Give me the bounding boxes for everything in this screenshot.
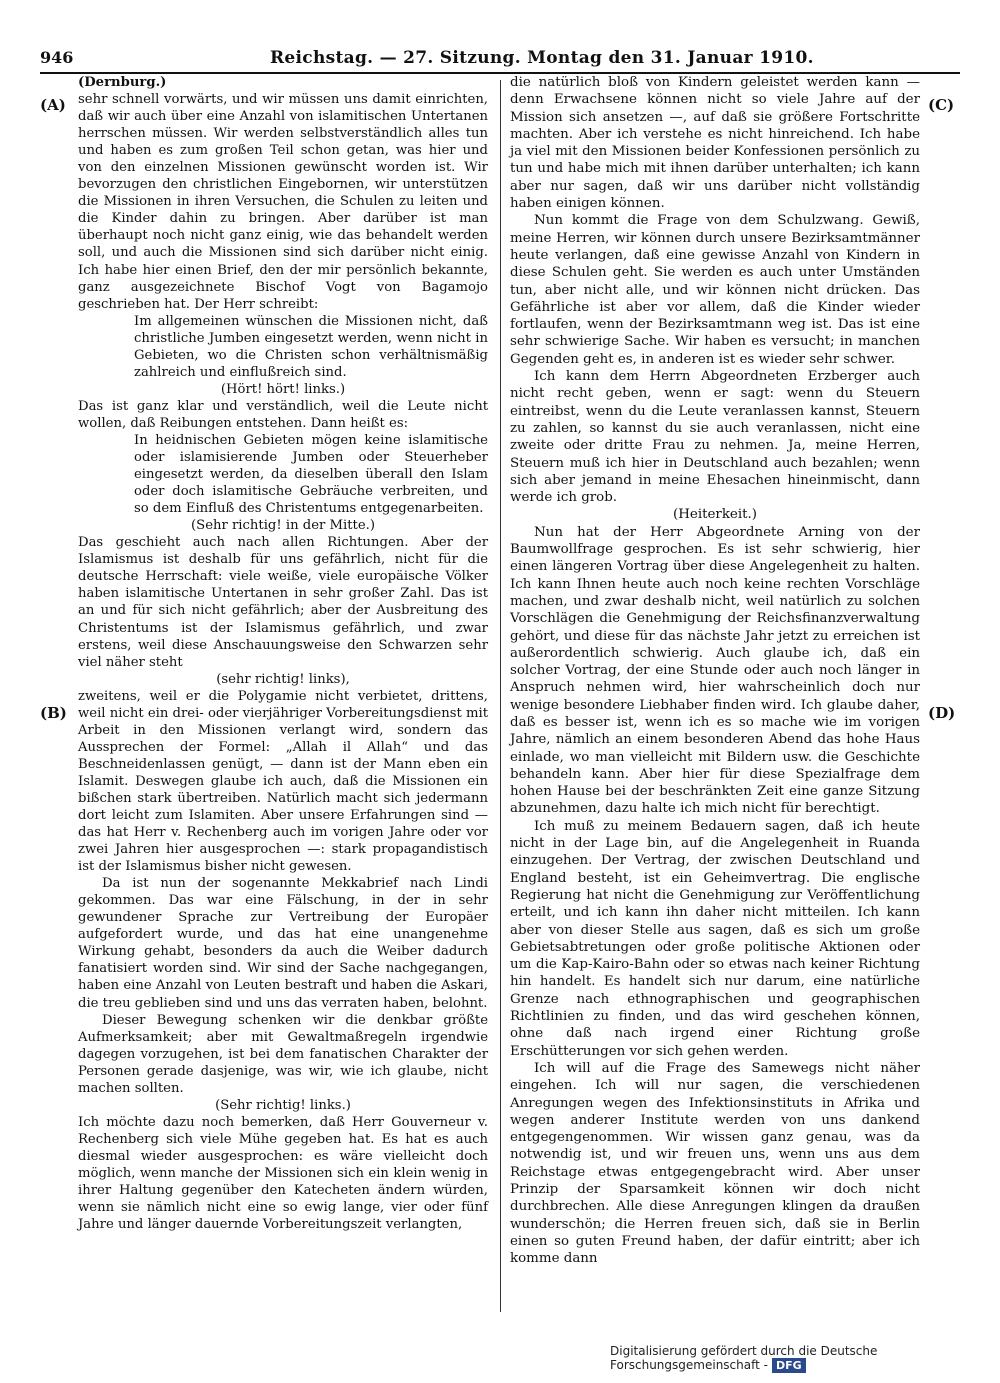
right-column [510,74,920,1267]
quotation: In heidnischen Gebieten mögen keine islamitische oder islamisierende Jumben oder Steuerheber eingesetzt werden, da dieselben überall den Islam oder doch islamitische Gebräuche verbreiten, und so dem Einfluß des Christentums entgegenarbeiten. [134,432,488,517]
paragraph: Dieser Bewegung schenken wir die denkbar größte Aufmerksamkeit; aber mit Gewaltmaßregeln irgendwie dagegen vorzugehen, ist bei dem fanatischen Charakter der Personen gerade dasjenige, was wir, wie ich glaube, nicht machen sollten. [78,1012,488,1096]
dfg-logo: DFG [772,1358,806,1373]
page-header [40,48,960,74]
column-divider [500,80,501,1312]
paragraph: Das ist ganz klar und verständlich, weil die Leute nicht wollen, daß Reibungen entstehen. Dann heißt es: [78,398,488,431]
running-title: Reichstag. — 27. Sitzung. Montag den 31. Januar 1910. [270,48,814,68]
margin-marker-b: (B) [40,704,67,722]
paragraph: die natürlich bloß von Kindern geleistet werden kann — denn Erwachsene können nicht so viele Jahre auf der Mission sich ansetzen —, auf daß sie größere Fortschritte machten. Aber ich verstehe es nicht hinreichend. Ich habe ja viel mit den Missionen beider Konfessionen persönlich zu tun und habe mich mit ihnen darüber unterhalten; ich kann aber nur sagen, daß wir uns darüber nicht vollständig haben einigen können. [510,75,920,212]
paragraph: Da ist nun der sogenannte Mekkabrief nach Lindi gekommen. Das war eine Fälschung, in der in sehr gewundener Sprache zur Vertreibung der Europäer aufgefordert wurde, und das hat eine unangenehme Wirkung gehabt, besonders da auch die Weiber dadurch fanatisiert worden sind. Wir sind der Sache nachgegangen, haben eine Anzahl von Leuten bestraft und haben die Askari, die treu geblieben sind und uns das verraten haben, belohnt. [78,876,488,1011]
footer-text: Digitalisierung gefördert durch die Deutsche Forschungsgemeinschaft - [610,1344,878,1372]
interjection: (Sehr richtig! in der Mitte.) [191,518,375,534]
paragraph: zweitens, weil er die Polygamie nicht verbietet, drittens, weil nicht ein drei- oder vierjähriger Vorbereitungsdienst mit Arbeit in den Missionen verlangt wird, sondern das Aussprechen der Formel: „Allah il Allah“ und das Beschneidenlassen genügt, — dann ist der Mann eben ein Islamit. Deswegen glaube ich auch, daß die Missionen ein bißchen stark übertreiben. Natürlich macht sich jedermann dort leicht zum Islamiten. Aber unsere Erfahrungen sind — das hat Herr v. Rechenberg auch im vorigen Jahre oder vor zwei Jahren hier ausgesprochen —: stark propagandistisch ist der Islamismus bisher nicht gewesen. [78,688,488,875]
paragraph: Ich will auf die Frage des Samewegs nicht näher eingehen. Ich will nur sagen, die verschiedenen Anregungen wegen des Infektionsinstituts in Afrika und wegen anderer Institute werden von uns dankend entgegengenommen. Wir wissen ganz genau, was da notwendig ist, und wir freuen uns, wenn uns aus dem Reichstage etwas entgegengebracht wird. Aber unser Prinzip der Sparsamkeit können wir doch nicht durchbrechen. Alle diese Anregungen klingen da draußen wunderschön; die Herren freuen sich, daß sie in Berlin einen so guten Freund haben, der dafür eintritt; aber ich komme dann [510,1060,920,1267]
left-column [78,74,488,1233]
paragraph: Das geschieht auch nach allen Richtungen. Aber der Islamismus ist deshalb für uns gefährlich, nicht für die deutsche Herrschaft: viele weiße, viele europäische Völker haben islamitische Untertanen in sehr großer Zahl. Das ist an und für sich nicht gefährlich; aber der Ausbreitung des Christentums ist der Islamismus gefährlich, und zwar erstens, weil diese Anschauungsweise den Schwarzen sehr viel näher steht [78,535,488,670]
margin-marker-c: (C) [928,96,955,114]
paragraph: Nun hat der Herr Abgeordnete Arning von der Baumwollfrage gesprochen. Es ist sehr schwierig, hier einen längeren Vortrag über diese Angelegenheit zu halten. Ich kann Ihnen heute auch noch keine rechten Vorschläge machen, und zwar deshalb nicht, weil natürlich zu solchen Vorschlägen die Genehmigung der Reichsfinanzverwaltung gehört, und diese für das nächste Jahr jetzt zu erreichen ist außerordentlich schwierig. Auch glaube ich, daß ein solcher Vortrag, der eine Stunde oder auch noch länger in Anspruch nehmen wird, hier wahrscheinlich doch nur wenige besondere Liebhaber finden wird. Ich glaube daher, daß es besser ist, wenn ich es so mache wie im vorigen Jahre, nämlich an einem besonderen Abend das hohe Haus einlade, wo man vielleicht mit Bildern usw. die Geschichte behandeln kann. Aber hier für diese Spezialfrage dem hohen Hause bei der beschränkten Zeit eine ganze Sitzung abzunehmen, dazu halte ich mich nicht für berechtigt. [510,524,920,817]
speaker-label: (Dernburg.) [78,75,167,90]
margin-marker-a: (A) [40,96,66,114]
quotation: Im allgemeinen wünschen die Missionen nicht, daß christliche Jumben eingesetzt werden, wenn nicht in Gebieten, wo die Christen schon verhältnismäßig zahlreich und einflußreich sind. [134,313,488,380]
digitization-footer [610,1344,1000,1373]
interjection: (Hört! hört! links.) [220,381,346,397]
margin-marker-d: (D) [928,704,956,722]
interjection: (sehr richtig! links), [216,671,350,687]
paragraph: Ich möchte dazu noch bemerken, daß Herr Gouverneur v. Rechenberg sich viele Mühe gegeben hat. Es hat es auch diesmal wieder ausgesprochen: es wäre vielleicht doch möglich, wenn manche der Missionen sich ein klein wenig in ihrer Haltung gegenüber den Katecheten ändern würden, wenn sie nämlich nicht eine so ewig lange, vier oder fünf Jahre und länger dauernde Vorbereitungszeit verlangten, [78,1114,488,1233]
paragraph: sehr schnell vorwärts, und wir müssen uns damit einrichten, daß wir auch über eine Anzahl von islamitischen Untertanen herrschen müssen. Wir werden selbstverständlich alles tun und haben es zum großen Teil schon getan, was hier und von den einzelnen Missionen gewünscht worden ist. Wir bevorzugen den christlichen Eingebornen, wir unterstützen die Missionen in ihren Versuchen, die Schulen zu leiten und die Kinder dahin zu bringen. Aber darüber ist man überhaupt noch nicht ganz einig, wie das behandelt werden soll, und auch die Missionen sind sich darüber nicht einig. Ich habe hier einen Brief, den der mir persönlich bekannte, ganz ausgezeichnete Bischof Vogt von Bagamojo geschrieben hat. Der Herr schreibt: [78,92,488,312]
interjection: (Heiterkeit.) [673,507,757,523]
page-number: 946 [40,48,74,67]
paragraph: Ich kann dem Herrn Abgeordneten Erzberger auch nicht recht geben, wenn er sagt: wenn du Steuern eintreibst, wenn du die Leute veranlassen kannst, Steuern zu zahlen, so kannst du sie auch veranlassen, nicht eine zweite oder dritte Frau zu nehmen. Ja, meine Herren, Steuern muß ich hier in Deutschland auch bezahlen; wenn sich aber jemand in meine Ehesachen hineinmischt, dann werde ich grob. [510,369,920,506]
paragraph: Nun kommt die Frage von dem Schulzwang. Gewiß, meine Herren, wir können durch unsere Bezirksamtmänner heute verlangen, daß eine gewisse Anzahl von Kindern in diese Schulen geht. Sie werden es auch unter Umständen tun, aber nicht alle, und wir können nicht drücken. Das Gefährliche ist aber vor allem, daß die Kinder wieder fortlaufen, wenn der Bezirksamtmann weg ist. Das ist eine sehr schwierige Sache. Wir haben es versucht; in manchen Gegenden geht es, in anderen ist es wieder sehr schwer. [510,213,920,367]
paragraph: Ich muß zu meinem Bedauern sagen, daß ich heute nicht in der Lage bin, auf die Angelegenheit in Ruanda einzugehen. Der Vertrag, der zwischen Deutschland und England besteht, ist ein Geheimvertrag. Die englische Regierung hat nicht die Genehmigung zur Veröffentlichung erteilt, und ich kann ihn daher nicht mitteilen. Ich kann aber von dieser Stelle aus sagen, daß es sich um große Gebietsabtretungen oder große politische Aktionen oder um die Kap-Kairo-Bahn oder so etwas nach keiner Richtung hin handelt. Es handelt sich nur darum, eine natürliche Grenze nach ethnographischen und geographischen Richtlinien zu finden, und das wird geschehen können, ohne daß nach irgend einer Richtung große Erschütterungen vor sich gehen werden. [510,818,920,1059]
interjection: (Sehr richtig! links.) [215,1097,351,1113]
